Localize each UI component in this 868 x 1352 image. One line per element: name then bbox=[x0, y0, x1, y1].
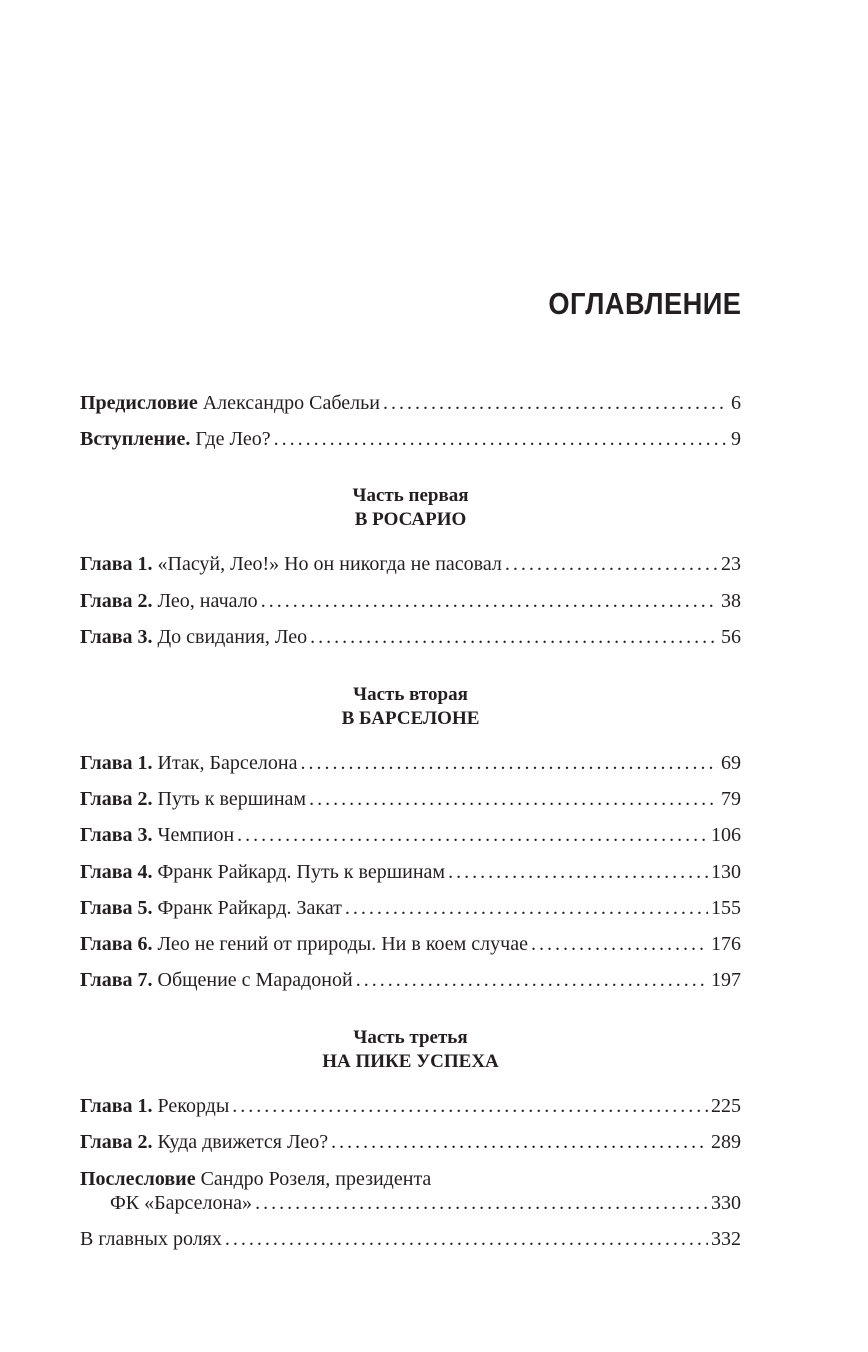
entry-label: Глава 4. Франк Райкард. Путь к вершинам bbox=[80, 861, 446, 883]
page-title: ОГЛАВЛЕНИЕ bbox=[547, 286, 741, 321]
part-title: В БАРСЕЛОНЕ bbox=[341, 708, 480, 729]
dot-leader bbox=[345, 896, 708, 920]
dot-leader bbox=[310, 625, 718, 649]
dot-leader bbox=[255, 1191, 708, 1215]
part-number: Часть первая bbox=[352, 485, 469, 506]
page-number: 69 bbox=[721, 752, 741, 774]
toc-entry-part2-ch3[interactable] bbox=[80, 823, 741, 847]
entry-label: Глава 2. Лео, начало bbox=[80, 590, 258, 612]
toc-entry-part2-ch2[interactable] bbox=[80, 787, 741, 811]
entry-label: Глава 1. Итак, Барселона bbox=[80, 752, 298, 774]
entry-label: Глава 7. Общение с Марадоной bbox=[80, 969, 353, 991]
page-number: 155 bbox=[711, 897, 741, 919]
page-number: 79 bbox=[721, 788, 741, 810]
entry-label: Глава 3. До свидания, Лео bbox=[80, 626, 308, 648]
toc-entry-part2-ch7[interactable] bbox=[80, 968, 741, 992]
page-number: 176 bbox=[711, 933, 741, 955]
entry-label: Предисловие Александро Сабельи bbox=[80, 392, 380, 414]
toc-entry-part2-ch4[interactable] bbox=[80, 860, 741, 884]
entry-label: В главных ролях bbox=[80, 1228, 222, 1250]
page-number: 6 bbox=[731, 392, 741, 414]
page-number: 9 bbox=[731, 428, 741, 450]
page-number: 332 bbox=[711, 1228, 741, 1250]
toc-entry-part2-ch5[interactable] bbox=[80, 896, 741, 920]
dot-leader bbox=[225, 1227, 708, 1251]
page-number: 330 bbox=[711, 1192, 741, 1214]
dot-leader bbox=[531, 932, 708, 956]
toc-entry-cast[interactable] bbox=[80, 1227, 741, 1251]
part-title: В РОСАРИО bbox=[354, 509, 467, 530]
page-number: 289 bbox=[711, 1131, 741, 1153]
part-heading-1 bbox=[80, 484, 741, 532]
dot-leader bbox=[505, 552, 718, 576]
toc-entry-preface[interactable] bbox=[80, 391, 741, 415]
page-number: 225 bbox=[711, 1095, 741, 1117]
toc-entry-afterword[interactable] bbox=[80, 1167, 741, 1215]
dot-leader bbox=[331, 1130, 708, 1154]
dot-leader bbox=[356, 968, 708, 992]
dot-leader bbox=[309, 787, 718, 811]
entry-label: Глава 1. Рекорды bbox=[80, 1095, 230, 1117]
dot-leader bbox=[232, 1094, 708, 1118]
entry-label: Глава 2. Путь к вершинам bbox=[80, 788, 307, 810]
dot-leader bbox=[383, 391, 728, 415]
page-number: 23 bbox=[721, 553, 741, 575]
page-number: 56 bbox=[721, 626, 741, 648]
dot-leader bbox=[274, 427, 728, 451]
entry-label: Глава 1. «Пасуй, Лео!» Но он никогда не пасовал bbox=[80, 553, 502, 575]
part-heading-3 bbox=[80, 1026, 741, 1074]
dot-leader bbox=[300, 751, 718, 775]
page-number: 38 bbox=[721, 590, 741, 612]
toc-entry-part3-ch1[interactable] bbox=[80, 1094, 741, 1118]
entry-label: Послесловие Сандро Розеля, президента bbox=[80, 1168, 432, 1190]
page-number: 130 bbox=[711, 861, 741, 883]
dot-leader bbox=[237, 823, 708, 847]
toc-entry-part1-ch2[interactable] bbox=[80, 589, 741, 613]
page-number: 197 bbox=[711, 969, 741, 991]
toc-entry-introduction[interactable] bbox=[80, 427, 741, 451]
dot-leader bbox=[448, 860, 708, 884]
toc-entry-part2-ch1[interactable] bbox=[80, 751, 741, 775]
part-number: Часть третья bbox=[353, 1027, 468, 1048]
part-title: НА ПИКЕ УСПЕХА bbox=[322, 1051, 499, 1072]
part-heading-2 bbox=[80, 683, 741, 731]
page-number: 106 bbox=[711, 824, 741, 846]
entry-label: Глава 6. Лео не гений от природы. Ни в коем случае bbox=[80, 933, 528, 955]
toc-entry-part2-ch6[interactable] bbox=[80, 932, 741, 956]
dot-leader bbox=[261, 589, 718, 613]
entry-label: Глава 2. Куда движется Лео? bbox=[80, 1131, 329, 1153]
part-number: Часть вторая bbox=[353, 684, 468, 705]
entry-label: Глава 3. Чемпион bbox=[80, 824, 235, 846]
entry-label-continuation: ФК «Барселона» bbox=[110, 1192, 253, 1214]
entry-label: Глава 5. Франк Райкард. Закат bbox=[80, 897, 342, 919]
toc-entry-part1-ch1[interactable] bbox=[80, 552, 741, 576]
entry-label: Вступление. Где Лео? bbox=[80, 428, 271, 450]
toc-entry-part1-ch3[interactable] bbox=[80, 625, 741, 649]
toc-entry-part3-ch2[interactable] bbox=[80, 1130, 741, 1154]
